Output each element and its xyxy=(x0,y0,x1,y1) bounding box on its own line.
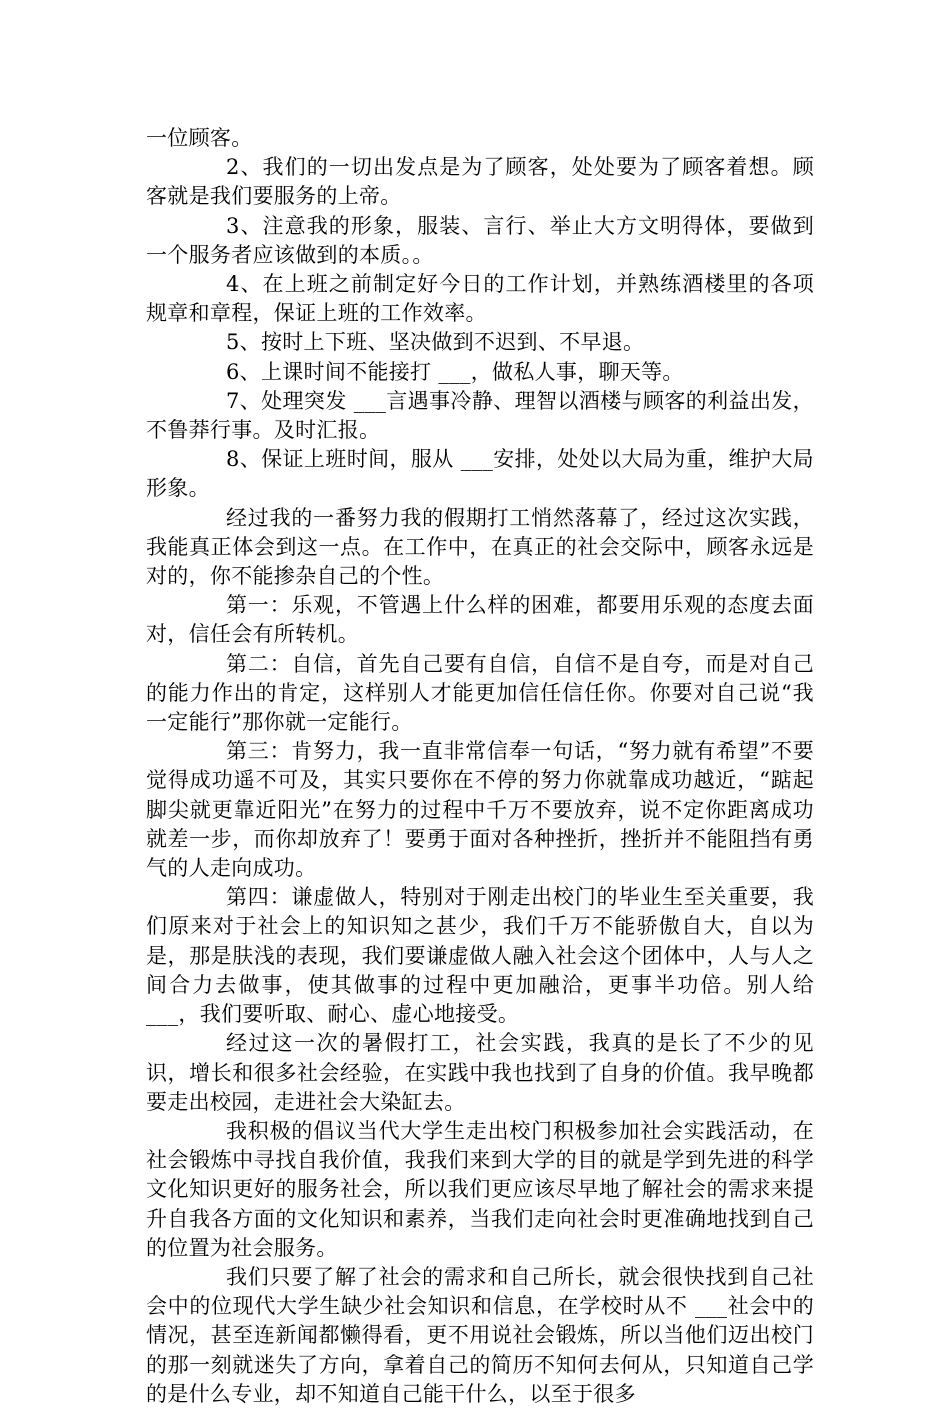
paragraph-summary: 经过我的一番努力我的假期打工悄然落幕了，经过这次实践，我能真正体会到这一点。在工作中，在真正的社会交际中，顾客永远是对的，你不能掺杂自己的个性。 xyxy=(146,505,814,589)
paragraph-third-point: 第三：肯努力，我一直非常信奉一句话，“努力就有希望”不要觉得成功遥不可及，其实只要你在不停的努力你就靠成功越近，“踮起脚尖就更靠近阳光”在努力的过程中千万不要放弃，说不定你距离成功就差一步，而你却放弃了！要勇于面对各种挫折，挫折并不能阻挡有勇气的人走向成功。 xyxy=(146,739,814,881)
list-item-2: 2、我们的一切出发点是为了顾客，处处要为了顾客着想。顾客就是我们要服务的上帝。 xyxy=(146,155,814,209)
list-item-7: 7、处理突发 ___言遇事冷静、理智以酒楼与顾客的利益出发，不鲁莽行事。及时汇报。 xyxy=(146,388,814,443)
document-body xyxy=(146,124,814,1409)
paragraph-advocacy: 我积极的倡议当代大学生走出校门积极参加社会实践活动，在社会锻炼中寻找自我价值，我我们来到大学的目的就是学到先进的科学文化知识更好的服务社会，所以我们更应该尽早地了解社会的需求来提升自我各方面的文化知识和素养，当我们走向社会时更准确地找到自己的位置为社会服务。 xyxy=(146,1118,814,1260)
list-item-5: 5、按时上下班、坚决做到不迟到、不早退。 xyxy=(226,330,645,355)
list-item-4: 4、在上班之前制定好今日的工作计划，并熟练酒楼里的各项规章和章程，保证上班的工作效率。 xyxy=(146,272,814,326)
paragraph-fourth-point: 第四：谦虚做人，特别对于刚走出校门的毕业生至关重要，我们原来对于社会上的知识知之甚少，我们千万不能骄傲自大，自以为是，那是肤浅的表现，我们要谦虚做人融入社会这个团体中，人与人之间合力去做事，使其做事的过程中更加融洽，更事半功倍。别人给 ___，我们要听取、耐心、虚心地接受。 xyxy=(146,885,814,1027)
paragraph-first-point: 第一：乐观，不管遇上什么样的困难，都要用乐观的态度去面对，信任会有所转机。 xyxy=(146,593,814,647)
list-item-6: 6、上课时间不能接打 ___，做私人事，聊天等。 xyxy=(226,359,684,384)
paragraph-experience: 经过这一次的暑假打工，社会实践，我真的是长了不少的见识，增长和很多社会经验，在实践中我也找到了自身的价值。我早晚都要走出校园，走进社会大染缸去。 xyxy=(146,1031,814,1114)
list-item-3: 3、注意我的形象，服装、言行、举止大方文明得体，要做到一个服务者应该做到的本质。。 xyxy=(146,213,814,267)
paragraph-society-needs: 我们只要了解了社会的需求和自己所长，就会很快找到自己社会中的位现代大学生缺少社会知识和信息，在学校时从不 ___社会中的情况，甚至连新闻都懒得看，更不用说社会锻炼，所以当他们迈出校门的那一刻就迷失了方向，拿着自己的简历不知何去何从，只知道自己学的是什么专业，却不知道自己能干什么，以至于很多 xyxy=(146,1264,814,1406)
list-item-8: 8、保证上班时间，服从 ___安排，处处以大局为重，维护大局形象。 xyxy=(146,447,814,501)
paragraph-second-point: 第二：自信，首先自己要有自信，自信不是自夸，而是对自己的能力作出的肯定，这样别人才能更加信任信任你。你要对自己说“我一定能行”那你就一定能行。 xyxy=(146,651,814,735)
paragraph-0: 一位顾客。 xyxy=(146,126,253,150)
